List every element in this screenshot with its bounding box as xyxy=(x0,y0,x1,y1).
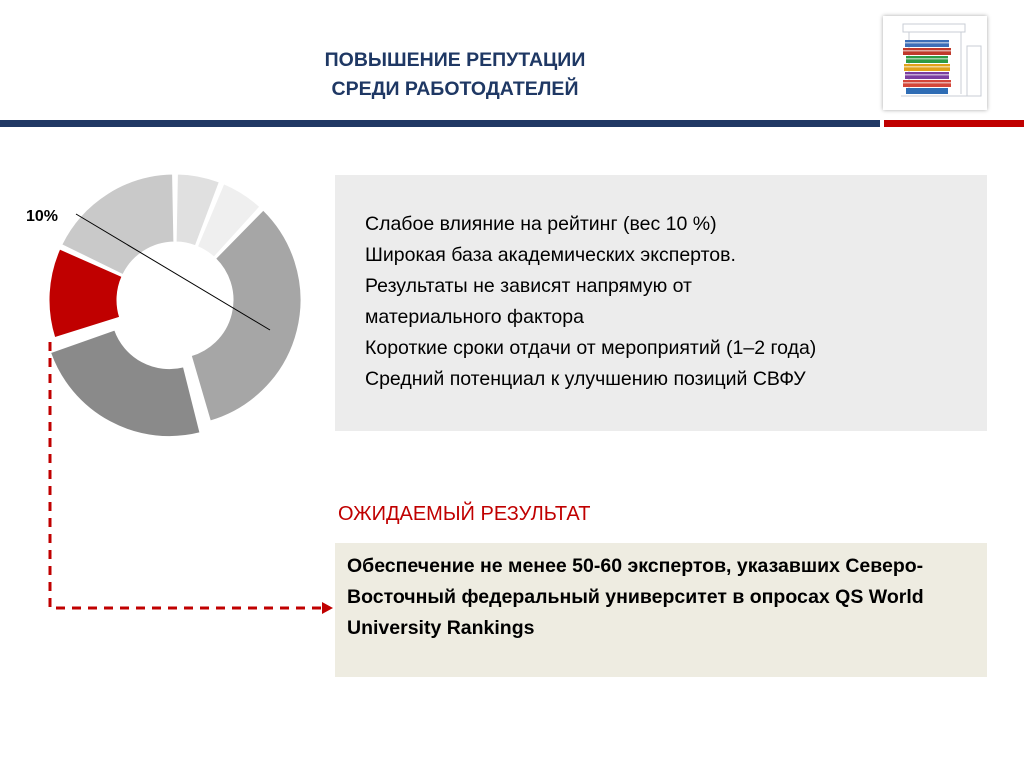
info-panel xyxy=(335,175,987,431)
header-divider-navy xyxy=(0,120,880,127)
expected-result-text: Обеспечение не менее 50-60 экспертов, указавших Северо-Восточный федеральный университет в опросах QS World University Rankings xyxy=(347,555,924,639)
info-line: Короткие сроки отдачи от мероприятий (1–2 года) xyxy=(365,337,817,359)
chart-percent-label: 10% xyxy=(26,208,59,225)
page-title xyxy=(180,46,730,104)
header-divider-red xyxy=(884,120,1024,127)
expected-result-box xyxy=(335,543,987,677)
page-title-line-1: ПОВЫШЕНИЕ РЕПУТАЦИИ xyxy=(324,49,586,71)
info-line: материального фактора xyxy=(365,306,584,328)
expected-result-heading: ОЖИДАЕМЫЙ РЕЗУЛЬТАТ xyxy=(338,503,591,525)
info-line: Широкая база академических экспертов. xyxy=(365,244,736,266)
page-title-line-2: СРЕДИ РАБОТОДАТЕЛЕЙ xyxy=(331,78,579,100)
info-line: Слабое влияние на рейтинг (вес 10 %) xyxy=(365,213,717,235)
info-line: Результаты не зависят напрямую от xyxy=(365,275,692,297)
books-logo-icon xyxy=(883,16,987,110)
donut-chart xyxy=(20,160,330,440)
info-line: Средний потенциал к улучшению позиций СВФУ xyxy=(365,368,806,390)
donut-slice xyxy=(51,330,200,437)
